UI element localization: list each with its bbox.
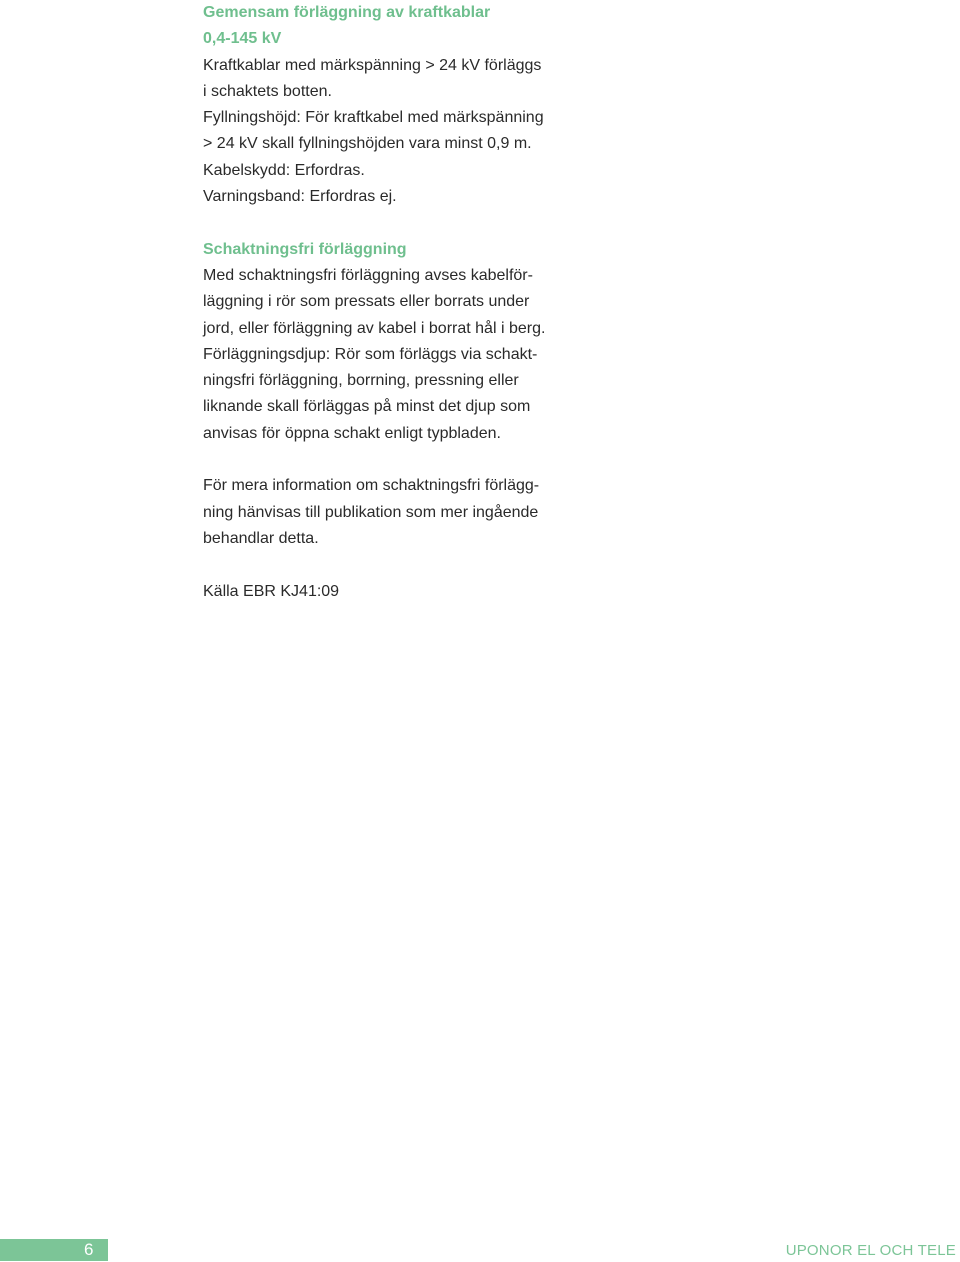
body-line: Varningsband: Erfordras ej. (203, 188, 397, 206)
body-line: behandlar detta. (203, 529, 319, 547)
spacer (203, 210, 563, 236)
heading-line: 0,4-145 kV (203, 30, 282, 48)
body-line: Kabelskydd: Erfordras. (203, 161, 365, 179)
body-line: ningsfri förläggning, borrning, pressning eller (203, 372, 519, 390)
body-line: Förläggningsdjup: Rör som förläggs via schakt- (203, 345, 538, 363)
body-line: liknande skall förläggas på minst det djup som (203, 398, 531, 416)
section-heading (203, 0, 563, 53)
footer-brand: UPONOR EL OCH TELE (785, 1242, 956, 1259)
body-line: anvisas för öppna schakt enligt typbladen. (203, 424, 501, 442)
page-number: 6 (84, 1240, 94, 1259)
heading-line: Gemensam förläggning av kraftkablar (203, 4, 491, 21)
section-schaktningsfri-forlaggning (203, 237, 563, 447)
spacer (203, 552, 563, 578)
body-line: i schaktets botten. (203, 82, 332, 100)
source-line: Källa EBR KJ41:09 (203, 582, 340, 600)
section-mera-information (203, 473, 563, 552)
section-heading: Schaktningsfri förläggning (203, 240, 407, 258)
section-gemensam-forlaggning (203, 0, 563, 210)
main-text-column (203, 0, 563, 605)
body-line: läggning i rör som pressats eller borrats under (203, 293, 530, 311)
body-line: > 24 kV skall fyllningshöjden vara minst 0,9 m. (203, 135, 532, 153)
body-line: För mera information om schaktningsfri förlägg- (203, 477, 540, 495)
body-line: Med schaktningsfri förläggning avses kabelför- (203, 266, 533, 284)
body-line: Fyllningshöjd: För kraftkabel med märkspänning (203, 109, 544, 127)
body-line: Kraftkablar med märkspänning > 24 kV förläggs (203, 56, 542, 74)
source-reference (203, 579, 563, 605)
body-line: jord, eller förläggning av kabel i borrat hål i berg. (203, 319, 546, 337)
spacer (203, 447, 563, 473)
body-line: ning hänvisas till publikation som mer ingående (203, 503, 539, 521)
